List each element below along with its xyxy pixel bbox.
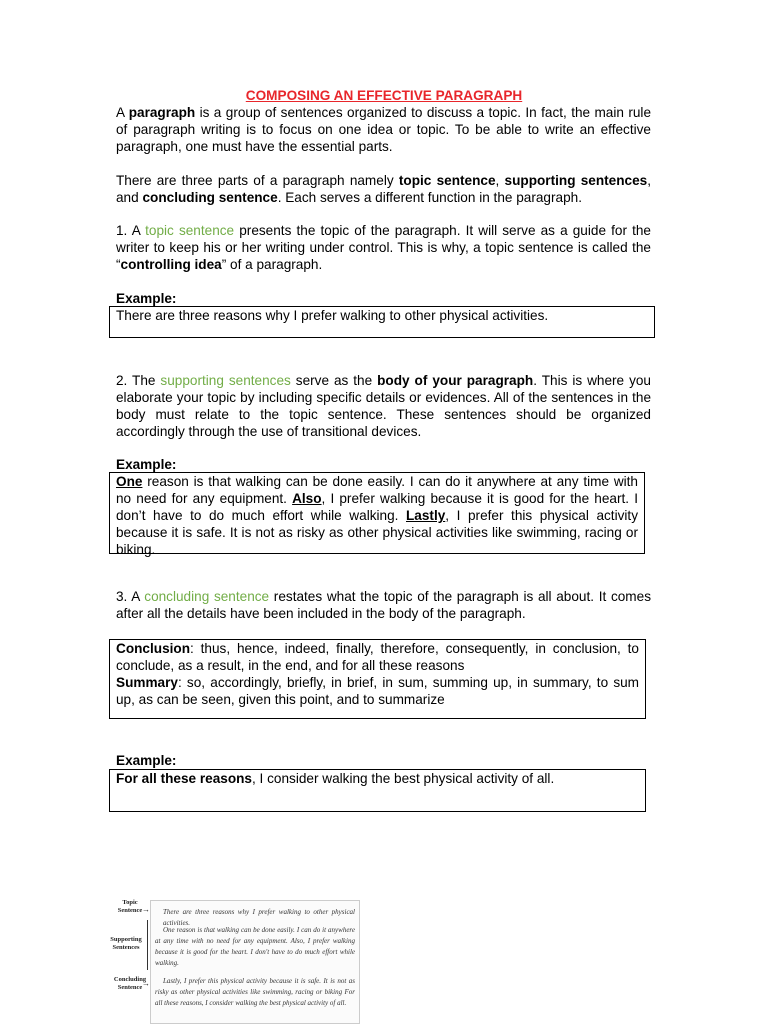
transition-word: Lastly [406,508,446,523]
arrow-icon: → [142,905,150,914]
summary-row [116,674,639,708]
bracket-icon [147,920,148,970]
intro-paragraph [116,104,651,155]
term-highlight: supporting sentences [160,373,291,388]
example-label: Example: [116,753,177,768]
example-box-concluding [109,769,646,812]
parts-paragraph [116,172,651,206]
text: is a group of sentences organized to discuss a topic. In fact, the main rule of paragraph writing is to focus on one idea or topic. To be able to write an effective paragraph, one must have the essential parts. [116,105,652,154]
term-highlight: concluding sentence [144,589,270,604]
text: . This is where you elaborate your topic by including specific details or evidences. All of the sentences in the body must relate to the topic sentence. These sentences should be organized accordingly through the use of transitional devices. [116,373,651,439]
text: restates what the topic of the paragraph is all about. It comes after all the details have been included in the body of the paragraph. [116,589,651,621]
concluding-sentence-paragraph [116,588,651,622]
term-paragraph: paragraph [128,105,196,120]
term-supporting-sentences: supporting sentences [504,173,648,188]
text: 2. The [116,373,161,388]
text: , [495,173,505,188]
text: , and [116,173,652,205]
text: . Each serves a different function in the paragraph. [277,190,582,205]
text: serve as the [290,373,378,388]
figure-label-topic: Topic Sentence [117,899,143,914]
text: A [116,105,129,120]
topic-sentence-paragraph [116,222,651,273]
text: presents the topic of the paragraph. It will serve as a guide for the writer to keep his or her writing under control. This is why, a topic sentence is called the “ [116,223,651,272]
text: 3. A [116,589,145,604]
arrow-icon: → [142,979,150,988]
figure-supporting-lines: One reason is that walking can be done easily. I can do it anywhere at any time with no need for any equipment. Also, I prefer walking because it is good for the heart. I don't have to do much effort while walking. [155,926,355,967]
text: ” of a paragraph. [221,257,323,272]
example-label: Example: [116,457,177,472]
term-topic-sentence: topic sentence [398,173,496,188]
figure-label-concluding: Concluding Sentence [113,976,147,991]
transition-word: One [116,474,143,489]
figure-sample-panel [150,900,360,1024]
transition-words-box [109,639,646,719]
summary-label: Summary [116,675,178,690]
supporting-sentences-paragraph [116,372,651,440]
page-title: COMPOSING AN EFFECTIVE PARAGRAPH [245,88,523,103]
text: , I prefer walking because it is good for the heart. I don’t have to do much effort while walking. [116,491,638,523]
example-label: Example: [116,291,177,306]
example-box-supporting [109,472,645,557]
term-body: body of your paragraph [377,373,534,388]
text: There are three parts of a paragraph namely [116,173,399,188]
paragraph-structure-figure [110,896,362,1024]
conclusion-label: Conclusion [116,641,191,656]
text: , I prefer this physical activity because it is safe. It is not as risky as other physical activities like swimming, racing or biking. [116,508,638,557]
text: 1. A [116,223,146,238]
text: For all these reasons [116,771,252,786]
conclusion-row [116,640,639,674]
transition-word: Also [292,491,322,506]
figure-label-supporting: Supporting Sentences [110,936,142,951]
figure-topic-line: There are three reasons why I prefer walking to other physical activities. [163,908,355,927]
term-concluding-sentence: concluding sentence [142,190,278,205]
text: , I consider walking the best physical activity of all. [252,771,555,786]
term-highlight: topic sentence [145,223,235,238]
figure-concluding-lines: Lastly, I prefer this physical activity because it is safe. It is not as risky as other physical activities like swimming, racing or biking For all these reasons, I consider walking the best physical activity of all. [155,977,355,1007]
text: reason is that walking can be done easily. I can do it anywhere at any time with no need for any equipment. [116,474,638,506]
example-box-topic [109,306,655,338]
text: : so, accordingly, briefly, in brief, in sum, summing up, in summary, to sum up, as can be seen, given this point, and to summarize [116,675,639,707]
term-controlling-idea: controlling idea [120,257,222,272]
text: : thus, hence, indeed, finally, therefore, consequently, in conclusion, to conclude, as a result, in the end, and for all these reasons [116,641,639,673]
example-text: There are three reasons why I prefer walking to other physical activities. [116,308,549,323]
